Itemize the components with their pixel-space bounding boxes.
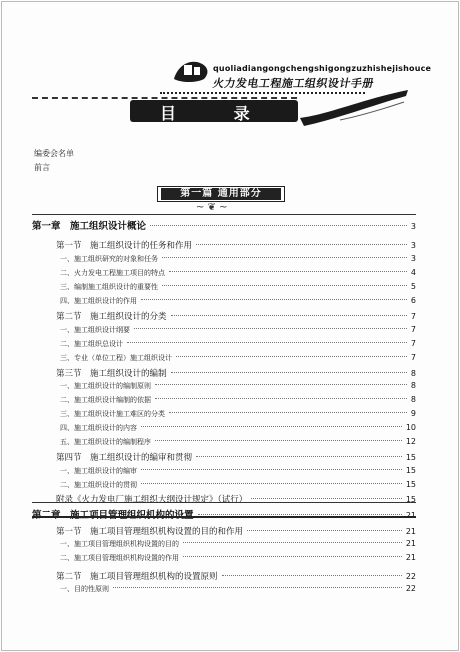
toc-entry-label: 四、施工组织设计的作用 bbox=[60, 297, 137, 305]
toc-entry-label: 一、施工组织设计的编制原则 bbox=[60, 382, 151, 390]
toc-entry-label: 第一节 施工项目管理组织机构设置的目的和作用 bbox=[56, 527, 244, 537]
toc-entry-page: 7 bbox=[410, 353, 416, 362]
dot-leader bbox=[141, 468, 402, 470]
dot-leader bbox=[171, 371, 407, 373]
dot-leader bbox=[171, 314, 407, 316]
toc-entry[interactable] bbox=[60, 325, 416, 335]
toc-entry-page: 21 bbox=[405, 511, 416, 520]
header-logo-icon bbox=[170, 55, 214, 85]
toc-entry-label: 五、施工组织设计的编制程序 bbox=[60, 438, 151, 446]
toc-entry[interactable] bbox=[60, 539, 416, 549]
toc-entry-page: 3 bbox=[410, 254, 416, 263]
toc-entry-label: 二、火力发电工程施工项目的特点 bbox=[60, 269, 165, 277]
toc-entry-page: 7 bbox=[410, 339, 416, 348]
toc-entry-page: 12 bbox=[405, 437, 416, 446]
toc-entry[interactable] bbox=[60, 282, 416, 292]
toc-entry[interactable] bbox=[60, 553, 416, 563]
toc-entry-page: 7 bbox=[410, 312, 416, 321]
toc-entry[interactable] bbox=[60, 437, 416, 447]
toc-entry[interactable] bbox=[60, 395, 416, 405]
toc-entry[interactable] bbox=[60, 381, 416, 391]
toc-entry[interactable] bbox=[56, 239, 416, 251]
toc-entry-label: 二、施工组织总设计 bbox=[60, 340, 123, 348]
toc-entry[interactable] bbox=[60, 254, 416, 264]
dot-leader bbox=[183, 555, 402, 557]
toc-entry-label: 一、施工项目管理组织机构设置的目的 bbox=[60, 540, 179, 548]
dot-leader bbox=[155, 439, 402, 441]
toc-entry[interactable] bbox=[56, 570, 416, 582]
dot-leader bbox=[141, 482, 402, 484]
toc-entry-label: 第二节 施工组织设计的分类 bbox=[56, 312, 167, 322]
ornament-icon: ~ ❦ ~ bbox=[196, 202, 228, 213]
toc-entry-page: 8 bbox=[410, 395, 416, 404]
toc-entry-label: 第二章 施工项目管理组织机构的设置 bbox=[32, 510, 194, 521]
toc-entry-page: 3 bbox=[410, 222, 416, 231]
toc-entry-label: 第一章 施工组织设计概论 bbox=[32, 221, 147, 232]
toc-entry-page: 21 bbox=[405, 527, 416, 536]
toc-entry-label: 二、施工项目管理组织机构设置的作用 bbox=[60, 554, 179, 562]
toc-entry-label: 一、目的性原则 bbox=[60, 585, 109, 593]
dot-leader bbox=[222, 574, 402, 576]
toc-entry-page: 4 bbox=[410, 268, 416, 277]
toc-entry[interactable] bbox=[32, 218, 416, 232]
toc-entry-page: 15 bbox=[405, 466, 416, 475]
toc-entry-page: 5 bbox=[410, 282, 416, 291]
toc-entry-label: 三、编制施工组织设计的重要性 bbox=[60, 283, 158, 291]
header-pinyin: quoliadiangongchengshigongzuzhishejishouce bbox=[213, 64, 432, 73]
dot-leader bbox=[162, 284, 407, 286]
toc-entry-page: 8 bbox=[410, 369, 416, 378]
toc-entry-page: 15 bbox=[405, 480, 416, 489]
brush-stroke-icon bbox=[300, 88, 410, 128]
dot-leader bbox=[183, 541, 402, 543]
toc-entry[interactable] bbox=[60, 268, 416, 278]
dot-leader bbox=[176, 355, 407, 357]
toc-entry-page: 22 bbox=[405, 572, 416, 581]
dot-leader bbox=[150, 224, 407, 226]
toc-entry-label: 一、施工组织设计的编审 bbox=[60, 467, 137, 475]
dot-leader bbox=[169, 270, 407, 272]
toc-entry[interactable] bbox=[60, 466, 416, 476]
toc-entry-page: 3 bbox=[410, 241, 416, 250]
toc-entry-label: 三、施工组织设计施工难区的分类 bbox=[60, 410, 165, 418]
dot-leader bbox=[169, 411, 407, 413]
toc-entry[interactable] bbox=[60, 339, 416, 349]
toc-entry-label: 二、施工组织设计的贯彻 bbox=[60, 481, 137, 489]
toc-entry[interactable] bbox=[60, 296, 416, 306]
front-matter-committee[interactable]: 编委会名单 bbox=[34, 149, 74, 158]
toc-entry-label: 第二节 施工项目管理组织机构的设置原则 bbox=[56, 572, 218, 582]
chapter-separator bbox=[32, 502, 416, 503]
toc-entry-page: 21 bbox=[405, 539, 416, 548]
toc-entry[interactable] bbox=[32, 507, 416, 521]
contents-title: 目 录 bbox=[160, 104, 276, 123]
dot-leader bbox=[141, 425, 402, 427]
dot-leader bbox=[247, 529, 402, 531]
toc-entry-label: 二、施工组织设计编制的依据 bbox=[60, 396, 151, 404]
toc-entry-label: 第一节 施工组织设计的任务和作用 bbox=[56, 241, 193, 251]
toc-entry-page: 15 bbox=[405, 495, 416, 504]
toc-entry[interactable] bbox=[60, 353, 416, 363]
toc-entry-label: 一、施工组织设计纲要 bbox=[60, 326, 130, 334]
dot-leader bbox=[141, 298, 407, 300]
toc-entry-label: 一、施工组织研究的对象和任务 bbox=[60, 255, 158, 263]
toc-entry-page: 8 bbox=[410, 381, 416, 390]
dot-leader bbox=[196, 243, 407, 245]
toc-entry-label: 第三节 施工组织设计的编制 bbox=[56, 369, 167, 379]
header-dashed-rule bbox=[32, 97, 297, 99]
toc-entry-page: 21 bbox=[405, 553, 416, 562]
book-title: 火力发电工程施工组织设计手册 bbox=[211, 77, 376, 90]
toc-entry-label: 三、专业（单位工程）施工组织设计 bbox=[60, 354, 172, 362]
part-banner bbox=[157, 186, 285, 202]
dot-leader bbox=[196, 455, 402, 457]
dot-leader bbox=[127, 341, 407, 343]
front-matter-preface[interactable]: 前言 bbox=[34, 163, 50, 172]
toc-entry-page: 15 bbox=[405, 453, 416, 462]
dot-leader bbox=[113, 586, 402, 588]
chapter-separator bbox=[32, 214, 416, 215]
chapter-separator bbox=[32, 516, 416, 518]
toc-entry[interactable] bbox=[60, 480, 416, 490]
toc-entry[interactable] bbox=[56, 367, 416, 379]
dot-leader bbox=[134, 327, 407, 329]
dot-leader bbox=[162, 256, 407, 258]
toc-entry[interactable] bbox=[56, 451, 416, 463]
toc-entry-page: 7 bbox=[410, 325, 416, 334]
toc-entry-page: 22 bbox=[405, 584, 416, 593]
toc-entry[interactable] bbox=[56, 310, 416, 322]
toc-entry[interactable] bbox=[56, 493, 416, 505]
toc-entry-page: 6 bbox=[410, 296, 416, 305]
toc-entry-page: 9 bbox=[410, 409, 416, 418]
dot-leader bbox=[155, 383, 407, 385]
dot-leader bbox=[251, 497, 402, 499]
toc-entry-page: 10 bbox=[405, 423, 416, 432]
toc-entry[interactable] bbox=[60, 423, 416, 433]
part-banner-text: 第一篇 通用部分 bbox=[180, 188, 262, 199]
dot-leader bbox=[155, 397, 407, 399]
toc-entry[interactable] bbox=[60, 584, 416, 594]
toc-entry[interactable] bbox=[56, 525, 416, 537]
toc-entry-label: 第四节 施工组织设计的编审和贯彻 bbox=[56, 453, 193, 463]
toc-entry-label: 附录《火力发电厂施工组织大纲设计规定》（试行） bbox=[56, 495, 248, 505]
toc-entry-label: 四、施工组织设计的内容 bbox=[60, 424, 137, 432]
toc-entry[interactable] bbox=[60, 409, 416, 419]
dot-leader bbox=[198, 513, 402, 515]
